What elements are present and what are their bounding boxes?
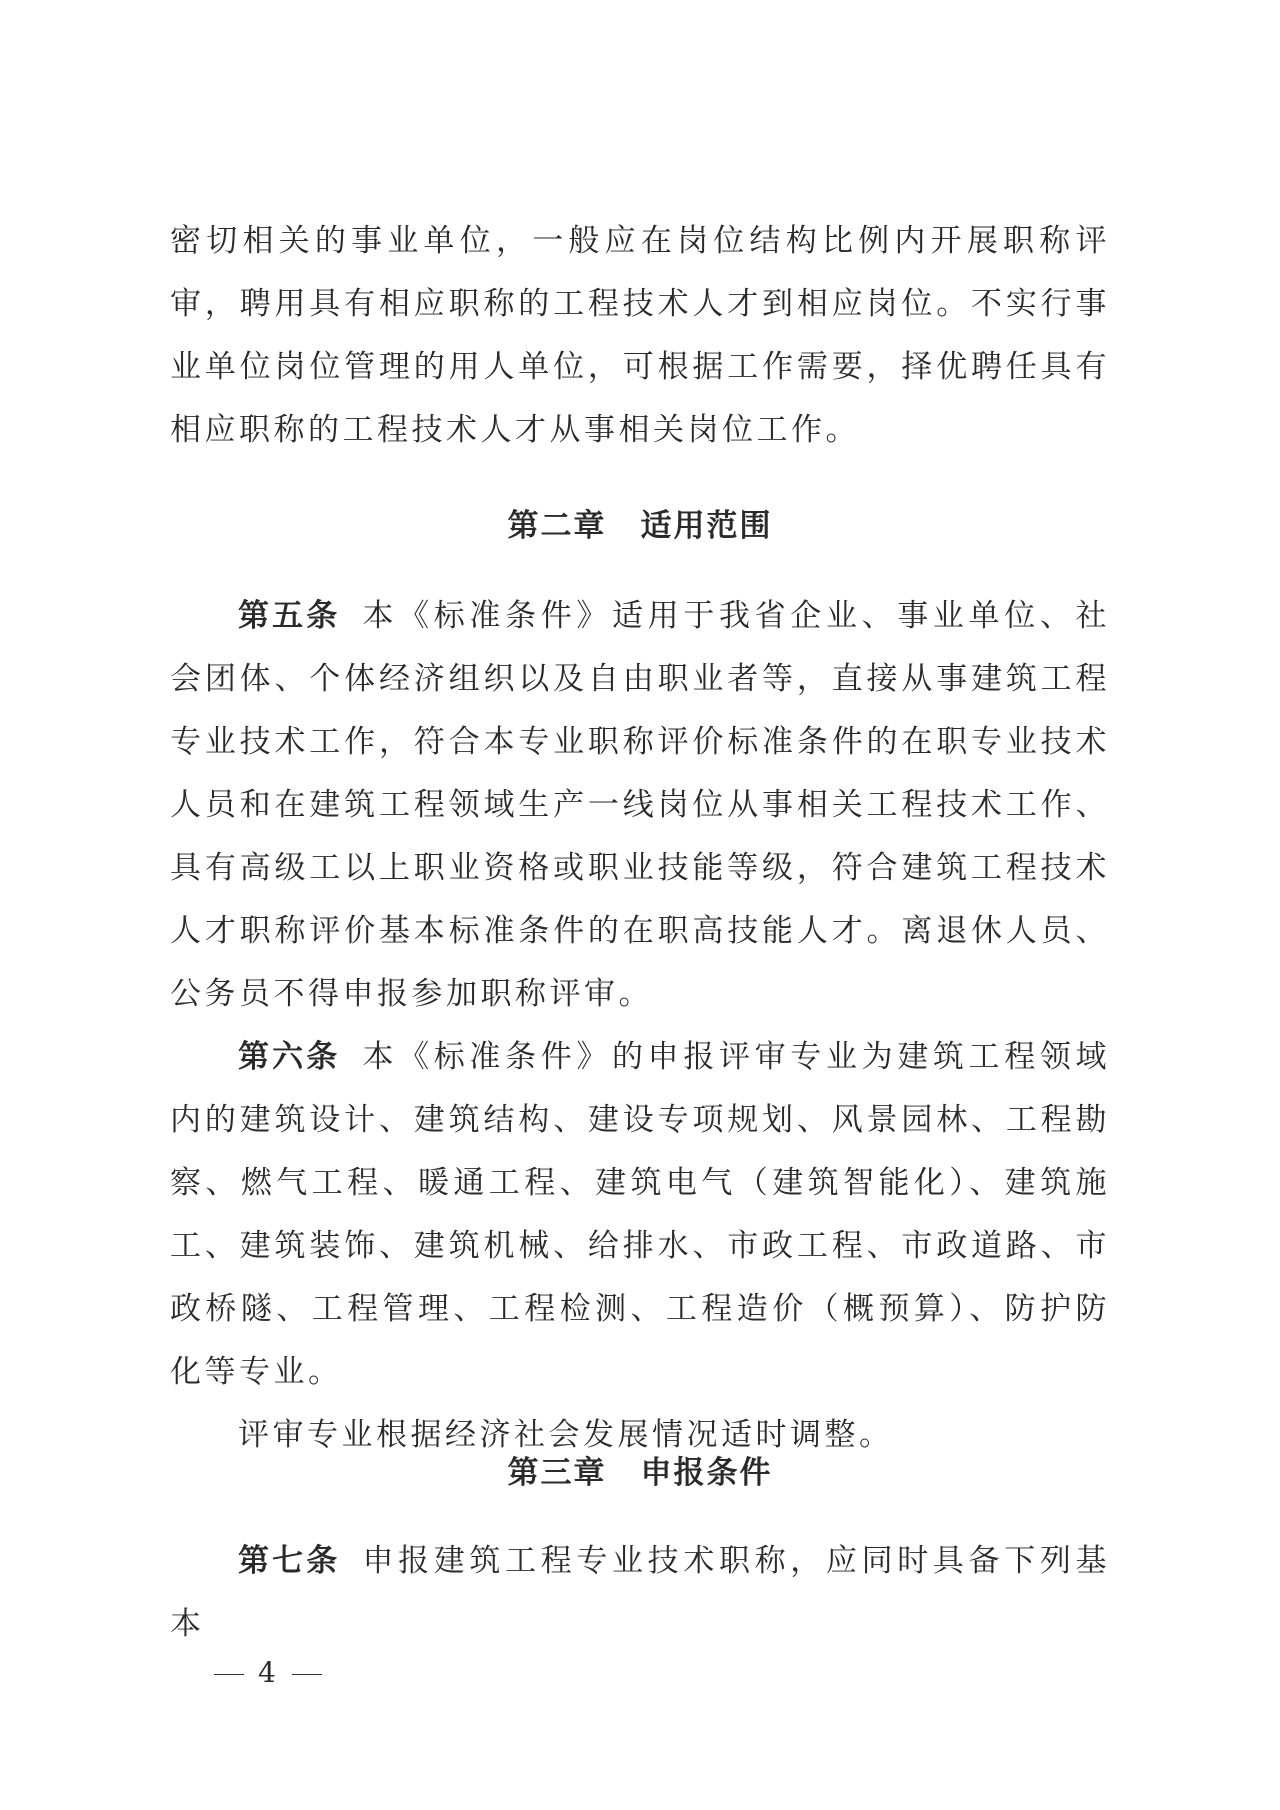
chapter-three-heading <box>170 1447 1110 1492</box>
page-number: 4 <box>258 1656 278 1689</box>
continuation-block <box>170 210 1110 462</box>
continuation-paragraph: 密切相关的事业单位，一般应在岗位结构比例内开展职称评审，聘用具有相应职称的工程技术人才到相应岗位。不实行事业单位岗位管理的用人单位，可根据工作需要，择优聘任具有相应职称的工程技术人才从事相关岗位工作。 <box>170 223 1110 448</box>
article-seven-text: 申报建筑工程专业技术职称，应同时具备下列基本 <box>170 1543 1111 1642</box>
article-six-label: 第六条 <box>238 1039 341 1075</box>
article-seven <box>170 1530 1110 1656</box>
footer-dash-left <box>214 1674 244 1675</box>
footer-dash-right <box>292 1674 322 1675</box>
article-five <box>170 585 1110 1026</box>
article-five-text: 本《标准条件》适用于我省企业、事业单位、社会团体、个体经济组织以及自由职业者等，直接从事建筑工程专业技术工作，符合本专业职称评价标准条件的在职专业技术人员和在建筑工程领域生产一线岗位从事相关工程技术工作、具有高级工以上职业资格或职业技能等级，符合建筑工程技术人才职称评价基本标准条件的在职高技能人才。离退休人员、公务员不得申报参加职称评审。 <box>170 598 1111 1012</box>
chapter-two-heading <box>170 500 1110 545</box>
article-seven-label: 第七条 <box>238 1543 341 1579</box>
chapter-three-number: 第三章 <box>507 1455 607 1491</box>
article-six-text: 本《标准条件》的申报评审专业为建筑工程领域内的建筑设计、建筑结构、建设专项规划、风景园林、工程勘察、燃气工程、暖通工程、建筑电气（建筑智能化）、建筑施工、建筑装饰、建筑机械、给排水、市政工程、市政道路、市政桥隧、工程管理、工程检测、工程造价（概预算）、防护防化等专业。 <box>170 1039 1111 1390</box>
chapter-two-title: 适用范围 <box>640 508 773 544</box>
chapter-three-title: 申报条件 <box>640 1455 773 1491</box>
article-seven-block <box>170 1530 1110 1656</box>
article-six <box>170 1026 1110 1404</box>
page-footer <box>200 1656 336 1689</box>
chapter-two-number: 第二章 <box>507 508 607 544</box>
article-five-label: 第五条 <box>238 598 341 634</box>
articles-block <box>170 585 1110 1467</box>
adjust-note: 评审专业根据经济社会发展情况适时调整。 <box>238 1417 894 1453</box>
